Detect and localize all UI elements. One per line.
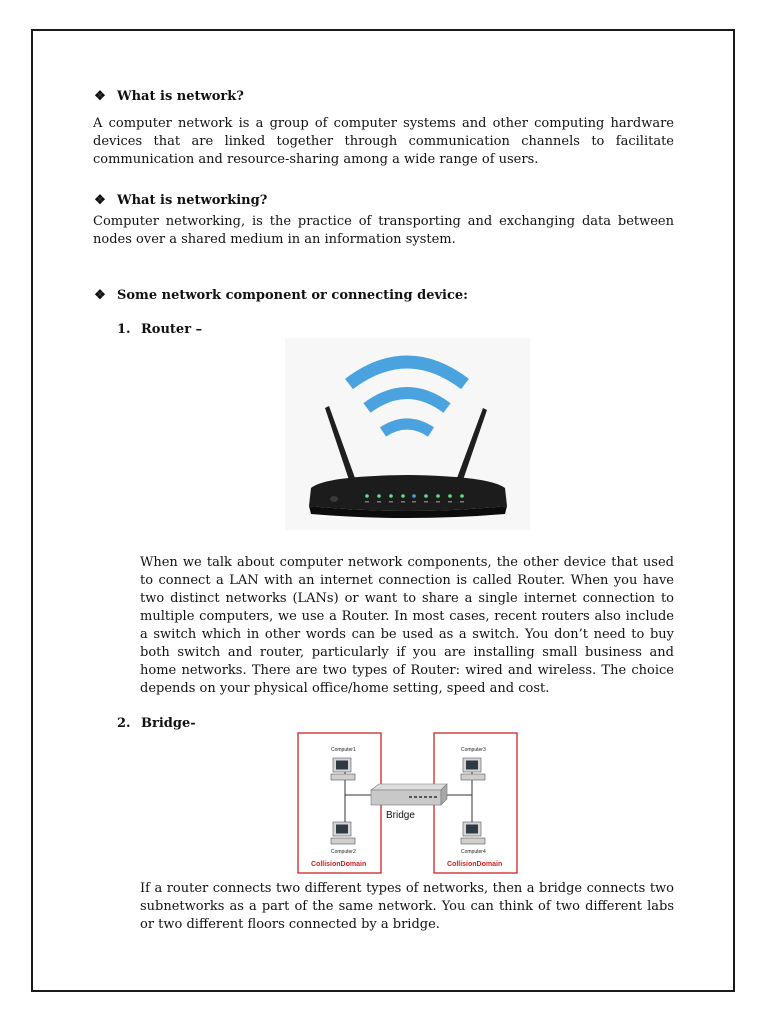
heading-text: What is networking? [117, 193, 268, 208]
list-number: 2. [117, 716, 131, 731]
list-item-router-title [117, 322, 202, 337]
diamond-bullet-icon: ❖ [94, 89, 106, 104]
list-item-bridge-title [117, 716, 196, 731]
paragraph-networking: Computer networking, is the practice of transporting and exchanging data between nodes over a shared medium in an information system. [93, 214, 674, 247]
paragraph-router: When we talk about computer network components, the other device that used to connect a LAN with an internet connection is called Router. When you have two distinct networks (LANs) or want to share a single internet connection to multiple computers, we use a Router. In most cases, recent routers also include a switch which in other words can be used as a switch. You don’t need to buy both switch and router, particularly if you are installing small business and home networks. There are two types of Router: wired and wireless. The choice depends on your physical office/home setting, speed and cost. [140, 555, 674, 696]
computer-label: Computer2 [331, 849, 356, 855]
bridge-diagram [297, 732, 518, 875]
computer-label: Computer1 [331, 747, 356, 753]
list-number: 1. [117, 322, 131, 337]
paragraph-network: A computer network is a group of computer systems and other computing hardware devices that are linked together through communication channels to facilitate communication and resource-sharing among a wide range of users. [93, 116, 674, 167]
diamond-bullet-icon: ❖ [94, 193, 106, 208]
list-title: Router – [141, 322, 203, 337]
section-heading-components [93, 288, 468, 303]
section-heading-networking [93, 193, 267, 208]
bridge-label: Bridge [386, 810, 415, 821]
computer-label: Computer4 [461, 849, 486, 855]
collision-domain-label: CollisionDomain [447, 861, 503, 868]
collision-domain-label: CollisionDomain [311, 861, 367, 868]
section-heading-network [93, 89, 244, 104]
bridge-device-icon [371, 784, 447, 805]
list-title: Bridge- [141, 716, 196, 731]
router-image [285, 338, 530, 530]
diamond-bullet-icon: ❖ [94, 288, 106, 303]
heading-text: Some network component or connecting device: [117, 288, 468, 303]
computer-label: Computer3 [461, 747, 486, 753]
heading-text: What is network? [117, 89, 244, 104]
paragraph-bridge: If a router connects two different types of networks, then a bridge connects two subnetworks as a part of the same network. You can think of two different labs or two different floors connected by a bridge. [140, 881, 674, 932]
